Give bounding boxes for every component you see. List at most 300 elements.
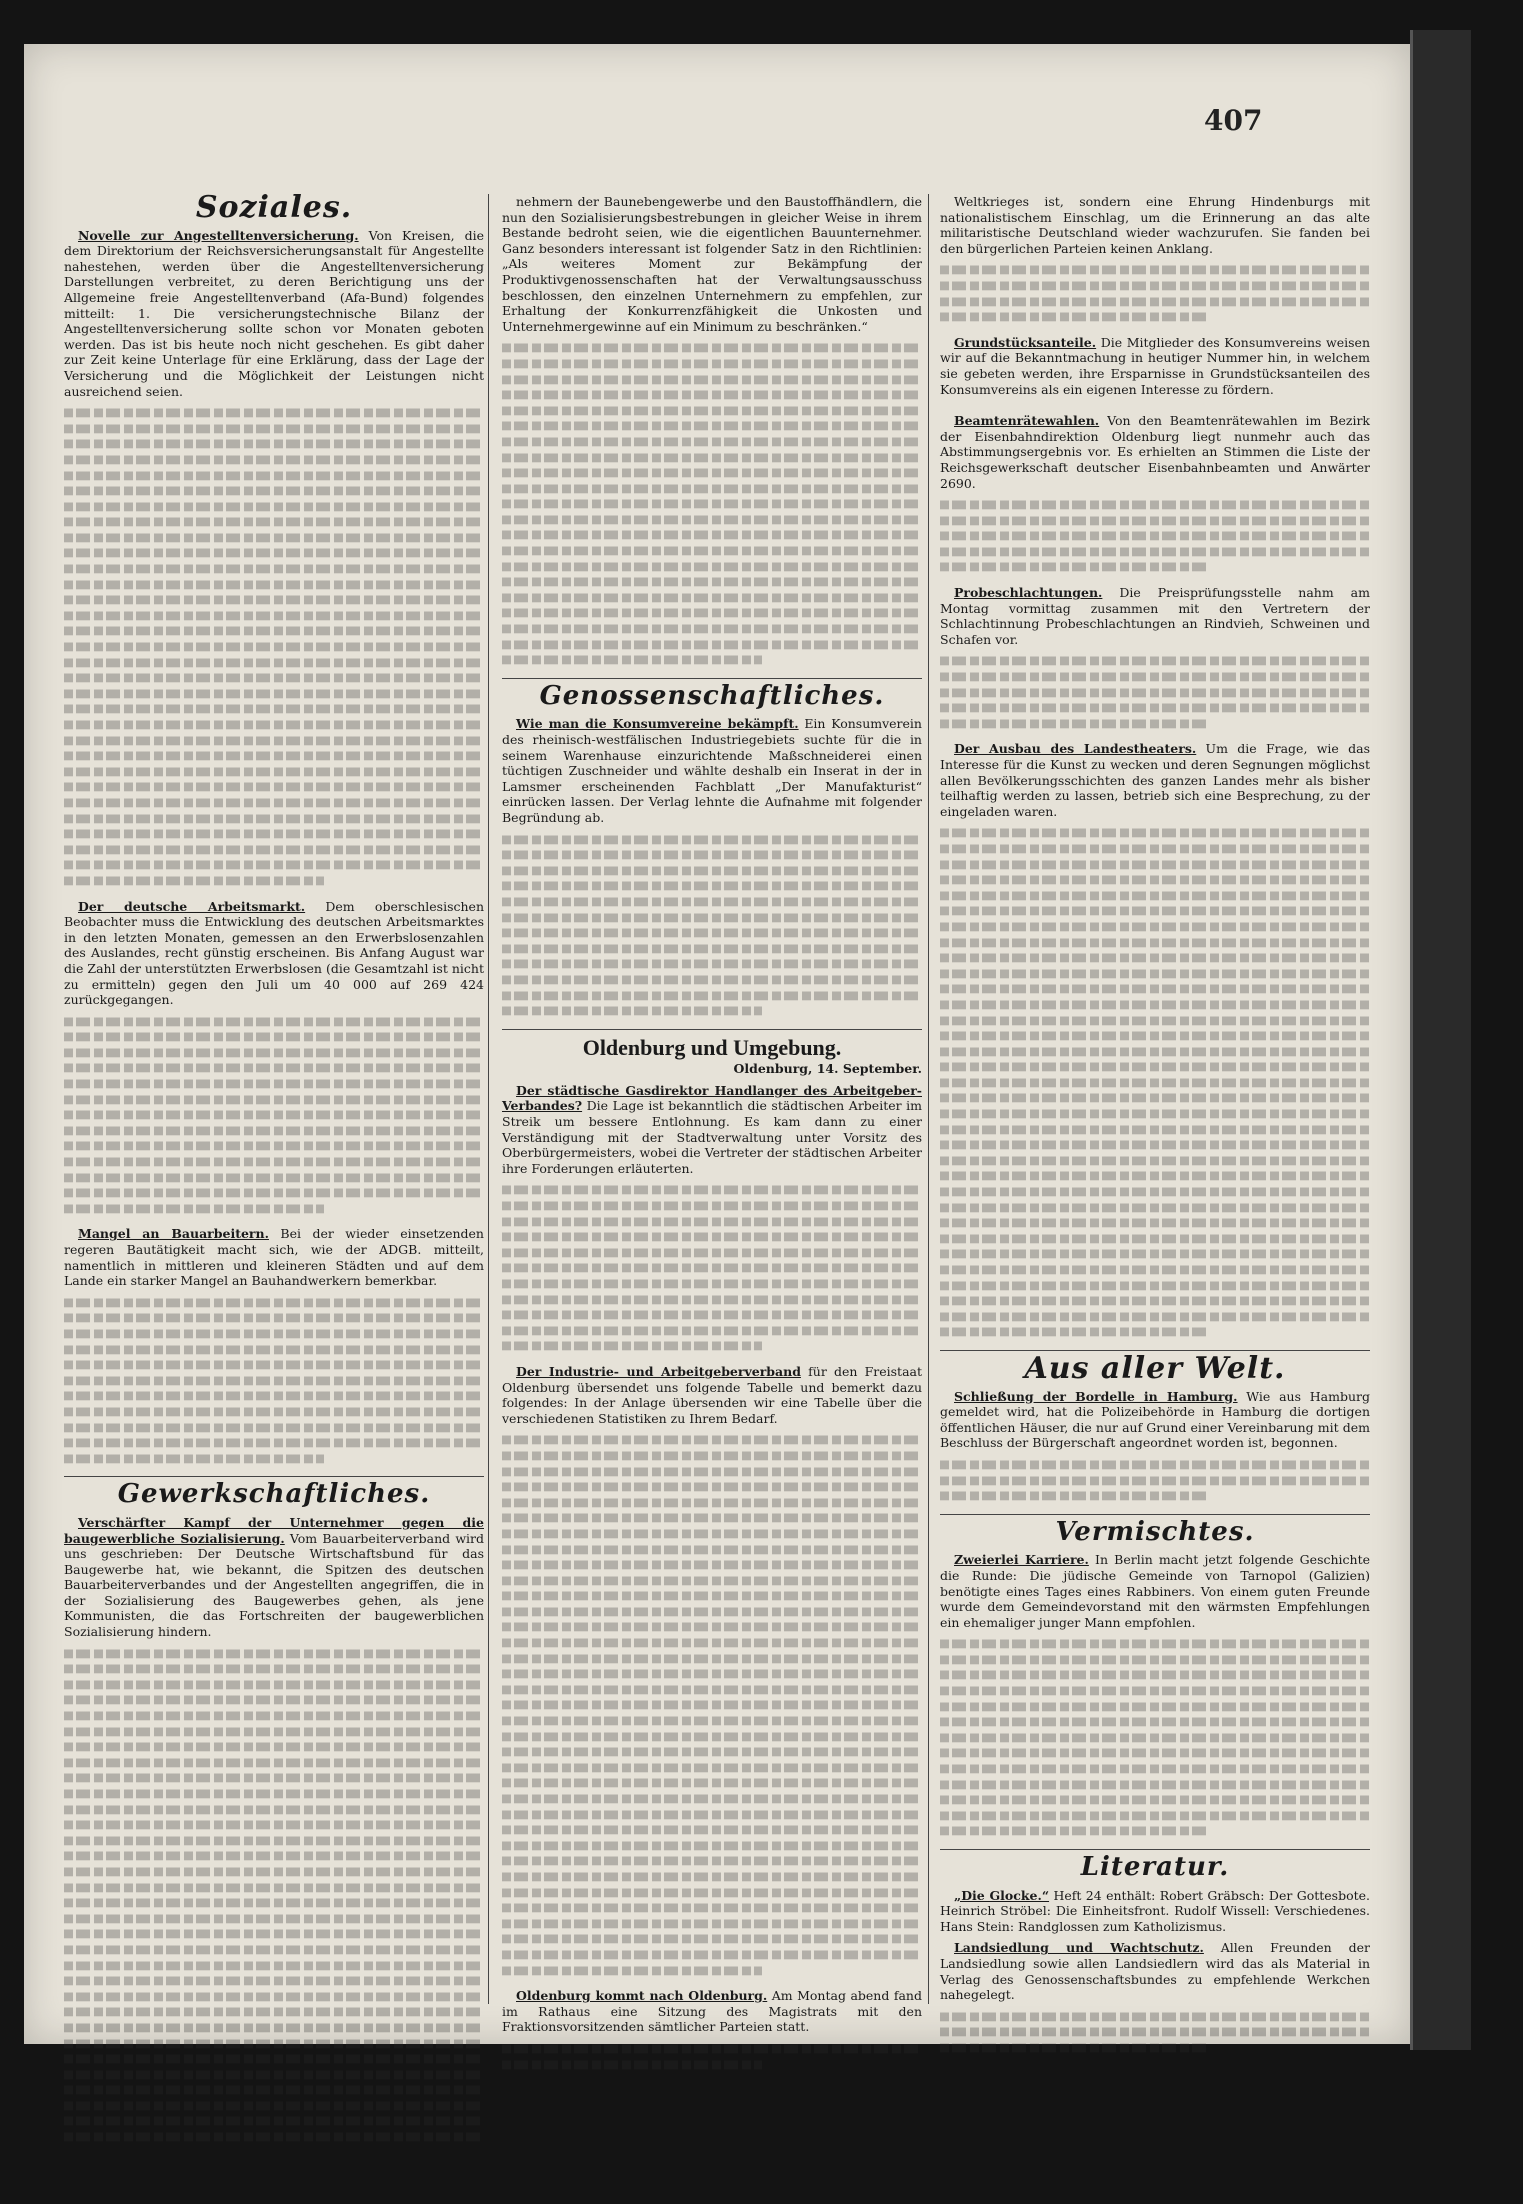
text-line bbox=[502, 851, 922, 860]
text-line bbox=[64, 627, 484, 636]
text-line bbox=[64, 1095, 484, 1104]
column-divider bbox=[928, 194, 929, 2004]
text-line bbox=[64, 409, 484, 418]
text-line bbox=[64, 845, 484, 854]
article-landsiedlung bbox=[940, 1940, 1370, 2002]
section-divider bbox=[502, 678, 922, 679]
text-line bbox=[64, 1790, 484, 1799]
text-line bbox=[940, 704, 1370, 713]
article-kicker: Zweierlei Karriere. bbox=[954, 1552, 1089, 1568]
text-line bbox=[64, 689, 484, 698]
newspaper-page bbox=[24, 44, 1410, 2044]
article-kicker: Beamtenrätewahlen. bbox=[954, 413, 1100, 429]
text-line bbox=[502, 929, 922, 938]
text-line bbox=[502, 1248, 922, 1257]
text-line bbox=[64, 565, 484, 574]
text-line bbox=[940, 1203, 1370, 1212]
text-line bbox=[502, 1935, 922, 1944]
article-konsumvereine bbox=[502, 716, 922, 825]
text-line bbox=[64, 1992, 484, 2001]
text-line bbox=[502, 944, 922, 953]
section-title-aus-aller-welt: Aus aller Welt. bbox=[1024, 1350, 1286, 1386]
text-line bbox=[940, 563, 1207, 572]
article-kicker: Wie man die Konsumvereine bekämpft. bbox=[516, 716, 799, 732]
text-line bbox=[940, 1780, 1370, 1789]
text-line bbox=[502, 1007, 762, 1016]
text-line bbox=[502, 1326, 922, 1335]
section-title-literatur: Literatur. bbox=[1080, 1852, 1230, 1882]
text-line bbox=[940, 891, 1370, 900]
text-line bbox=[940, 1110, 1370, 1119]
text-line bbox=[64, 861, 484, 870]
text-line bbox=[502, 2044, 922, 2053]
text-line bbox=[502, 453, 922, 462]
article-bordelle bbox=[940, 1389, 1370, 1451]
text-line bbox=[502, 1280, 922, 1289]
text-line bbox=[502, 640, 922, 649]
text-line bbox=[502, 1779, 922, 1788]
article-kicker: Grundstücksanteile. bbox=[954, 334, 1097, 350]
column-left bbox=[64, 190, 485, 2145]
text-line bbox=[64, 1774, 484, 1783]
text-line bbox=[502, 835, 922, 844]
article-kicker: Der Ausbau des Landestheaters. bbox=[954, 741, 1197, 757]
text-line bbox=[940, 1718, 1370, 1727]
text-line bbox=[64, 2039, 484, 2048]
article-kicker: Der deutsche Arbeitsmarkt. bbox=[78, 898, 306, 914]
article-bauarbeiter bbox=[64, 1226, 484, 1288]
page-number: 407 bbox=[1204, 104, 1263, 137]
text-line bbox=[64, 674, 484, 683]
article-kampf bbox=[64, 1515, 484, 1640]
text-line bbox=[502, 437, 922, 446]
text-line bbox=[502, 656, 762, 665]
article-body: Ein Konsumverein des rheinisch-westfälischen Industriegebiets suchte für die in seinem Warenhause einzurichtende Maßschneiderei einen tüchtigen Zuschneider und wählte deshalb ein Inserat in der in Lamsmer erscheinenden Fachblatt „Der Manufakturist“ einrücken lassen. Der Verlag lehnte die Aufnahme mit folgender Begründung ab. bbox=[502, 716, 922, 825]
text-line bbox=[502, 1561, 922, 1570]
text-line bbox=[502, 991, 922, 1000]
text-line bbox=[940, 1492, 1207, 1501]
article-body: nehmern der Baunebengewerbe und den Baustoffhändlern, die nun den Sozialisierungsbestrebungen in gleicher Weise in ihrem Bestande bedroht seien, wie die eigentlichen Bauunternehmer. Ganz besonders interessant ist folgender Satz in den Richtlinien: „Als weiteres Moment zur Bekämpfung der Produktivgenossenschaften hat der Verwaltungsausschuss beschlossen, den einzelnen Unternehmern zu empfehlen, zur Erhaltung der Konkurrenzfähigkeit die Unkosten und Unternehmergewinne auf ein Minimum zu beschränken.“ bbox=[502, 194, 922, 334]
text-line bbox=[64, 611, 484, 620]
text-line bbox=[64, 830, 484, 839]
text-line bbox=[502, 1888, 922, 1897]
text-line bbox=[940, 1125, 1370, 1134]
text-line bbox=[502, 1701, 922, 1710]
text-line bbox=[940, 907, 1370, 916]
article-body: für den Freistaat Oldenburg übersendet uns folgende Tabelle und bemerkt dazu folgendes: In der Anlage übersenden wir eine Tabelle über die verschiedenen Statistiken zu Ihrem Bedarf. bbox=[502, 1363, 923, 1426]
text-line bbox=[502, 1826, 922, 1835]
article-kicker: Verschärfter Kampf der Unternehmer gegen die baugewerbliche Sozialisierung. bbox=[64, 1514, 484, 1546]
text-line bbox=[64, 1080, 484, 1089]
text-line bbox=[502, 1295, 922, 1304]
text-line bbox=[940, 922, 1370, 931]
text-line bbox=[502, 547, 922, 556]
text-line bbox=[64, 1126, 484, 1135]
article-kicker: Schließung der Bordelle in Hamburg. bbox=[954, 1388, 1238, 1404]
text-line bbox=[940, 1266, 1370, 1275]
text-line bbox=[502, 578, 922, 587]
text-line bbox=[502, 1763, 922, 1772]
text-line bbox=[502, 406, 922, 415]
text-line bbox=[502, 1529, 922, 1538]
text-line bbox=[64, 1977, 484, 1986]
article-handlanger bbox=[502, 1083, 922, 1177]
text-line bbox=[940, 281, 1370, 290]
text-line bbox=[940, 1655, 1370, 1664]
text-line bbox=[502, 609, 922, 618]
article-arbeitgeberverband bbox=[502, 1364, 922, 1426]
article-glocke bbox=[940, 1888, 1370, 1935]
text-line bbox=[502, 1857, 922, 1866]
text-line bbox=[940, 829, 1370, 838]
text-line bbox=[64, 721, 484, 730]
text-line bbox=[64, 736, 484, 745]
text-line bbox=[64, 1361, 484, 1370]
text-line bbox=[64, 1392, 484, 1401]
article-body: Von Kreisen, die dem Direktorium der Reichsversicherungsanstalt für Angestellte nahestehen, werden über die Angestelltenversicherung Darstellungen verbreitet, zu deren Berichtigung uns der Allgemeine freie Angestelltenverband (Afa-Bund) folgendes mitteilt: 1. Die versicherungstechnische Bilanz der Angestelltenversicherung sollte schon vor Monaten geboten werden. Das ist bis heute noch nicht geschehen. Es gibt daher zur Zeit keine Unterlage für eine Erklärung, dass der Lage der Versicherung und die Möglichkeit der Leistungen nicht ausreichend seien. bbox=[64, 227, 484, 399]
text-line bbox=[940, 1000, 1370, 1009]
article-body: Vom Bauarbeiterverband wird uns geschrieben: Der Deutsche Wirtschaftsbund für das Baugewerbe hat, wie bekannt, die Spitzen des deutschen Bauarbeiterverbandes und der Angestellten angegriffen, die in der Sozialisierung des Baugewerbes gehen, als jene Kommunisten, die das Fortschreiten der baugewerblichen Sozialisierung hindern. bbox=[64, 1530, 484, 1640]
text-line bbox=[64, 1758, 484, 1767]
article-grundstuecksanteile bbox=[940, 335, 1370, 397]
text-line bbox=[940, 547, 1370, 556]
text-line bbox=[502, 1483, 922, 1492]
book-binding-edge bbox=[1410, 30, 1471, 2050]
text-line bbox=[502, 1748, 922, 1757]
text-line bbox=[940, 1460, 1370, 1469]
text-line bbox=[940, 1016, 1370, 1025]
article-body: Wie aus Hamburg gemeldet wird, hat die Polizeibehörde in Hamburg die dortigen öffentlichen Häuser, die nur auf Grund einer Vereinbarung mit dem Beschluss der Bürgerschaft angeordnet worden ist, begonnen. bbox=[940, 1388, 1370, 1451]
article-kicker: Der städtische Gasdirektor Handlanger des Arbeitgeber-Verbandes? bbox=[502, 1082, 922, 1114]
text-line bbox=[940, 1749, 1370, 1758]
text-line bbox=[502, 391, 922, 400]
text-line bbox=[502, 1685, 922, 1694]
section-title-soziales: Soziales. bbox=[195, 190, 353, 225]
section-divider bbox=[502, 1029, 922, 1030]
text-line bbox=[502, 1623, 922, 1632]
article-kicker: „Die Glocke.“ bbox=[954, 1887, 1050, 1903]
text-line bbox=[502, 1654, 922, 1663]
article-kicker: Der Industrie- und Arbeitgeberverband bbox=[516, 1363, 801, 1379]
text-line bbox=[940, 1032, 1370, 1041]
text-line bbox=[502, 882, 922, 891]
text-line bbox=[502, 1795, 922, 1804]
text-line bbox=[940, 297, 1370, 306]
section-divider bbox=[940, 1514, 1370, 1515]
text-line bbox=[502, 469, 922, 478]
text-line bbox=[940, 1141, 1370, 1150]
text-line bbox=[502, 1217, 922, 1226]
text-line bbox=[64, 2086, 484, 2095]
text-line bbox=[64, 1961, 484, 1970]
text-line bbox=[940, 1188, 1370, 1197]
text-line bbox=[940, 1671, 1370, 1680]
article-novelle bbox=[64, 228, 484, 400]
column-middle bbox=[502, 194, 922, 2072]
section-divider bbox=[940, 1849, 1370, 1850]
article-body: Die Preisprüfungsstelle nahm am Montag vormittag zusammen mit den Vertretern der Schlachtinnung Probeschlachtungen an Rindvieh, Schweinen und Schafen vor. bbox=[940, 585, 1370, 647]
text-line bbox=[502, 375, 922, 384]
text-line bbox=[64, 1945, 484, 1954]
text-line bbox=[502, 1545, 922, 1554]
text-line bbox=[502, 1311, 922, 1320]
text-line bbox=[64, 549, 484, 558]
text-line bbox=[940, 1063, 1370, 1072]
text-line bbox=[502, 1202, 922, 1211]
text-line bbox=[940, 532, 1370, 541]
article-body: Heft 24 enthält: Robert Gräbsch: Der Gottesbote. Heinrich Ströbel: Die Einheitsfront. Rudolf Wissell: Verschiedenes. Hans Stein: Randglossen zum Katholizismus. bbox=[940, 1887, 1370, 1934]
text-line bbox=[502, 1966, 762, 1975]
article-body: Weltkrieges ist, sondern eine Ehrung Hindenburgs mit nationalistischem Einschlag, um die Erinnerung an das alte militaristische Deutschland wieder wachzurufen. Sie fanden bei den bürgerlichen Parteien keinen Anklang. bbox=[940, 194, 1370, 256]
column-divider bbox=[488, 194, 489, 2004]
article-arbeitsmarkt bbox=[64, 899, 484, 1008]
text-line bbox=[64, 767, 484, 776]
text-line bbox=[502, 344, 922, 353]
article-body: Die Lage ist bekanntlich die städtischen Arbeiter im Streik um bessere Entlohnung. Es kam dann zu einer Verständigung mit der Stadtverwaltung unter Vorsitz des Oberbürgermeisters, wobei die Vertreter der städtischen Arbeiter ihre Forderungen erläuterten. bbox=[502, 1098, 922, 1176]
text-line bbox=[502, 1186, 922, 1195]
text-line bbox=[940, 1796, 1370, 1805]
text-line bbox=[502, 960, 922, 969]
text-line bbox=[502, 1342, 762, 1351]
text-line bbox=[940, 1094, 1370, 1103]
text-line bbox=[940, 938, 1370, 947]
text-line bbox=[502, 1264, 922, 1273]
text-line bbox=[64, 1142, 484, 1151]
text-line bbox=[64, 1743, 484, 1752]
text-line bbox=[502, 484, 922, 493]
text-line bbox=[64, 814, 484, 823]
text-line bbox=[64, 643, 484, 652]
text-line bbox=[64, 1696, 484, 1705]
text-line bbox=[64, 1454, 324, 1463]
article-kicker: Probeschlachtungen. bbox=[954, 585, 1103, 601]
text-line bbox=[64, 1329, 484, 1338]
article-kicker: Oldenburg kommt nach Oldenburg. bbox=[516, 1988, 768, 2004]
text-line bbox=[502, 1717, 922, 1726]
text-line bbox=[64, 2117, 484, 2126]
text-line bbox=[64, 2008, 484, 2017]
text-line bbox=[502, 1732, 922, 1741]
text-line bbox=[940, 688, 1370, 697]
text-line bbox=[64, 1680, 484, 1689]
text-line bbox=[64, 533, 484, 542]
text-line bbox=[64, 1439, 484, 1448]
text-line bbox=[64, 1345, 484, 1354]
text-line bbox=[940, 516, 1370, 525]
article-beamtenraetewahlen bbox=[940, 413, 1370, 491]
text-line bbox=[940, 313, 1207, 322]
text-line bbox=[940, 266, 1370, 275]
text-line bbox=[502, 500, 922, 509]
text-line bbox=[502, 422, 922, 431]
dateline: Oldenburg, 14. September. bbox=[733, 1061, 922, 1077]
text-line bbox=[64, 1727, 484, 1736]
text-line bbox=[502, 593, 922, 602]
text-line bbox=[502, 897, 922, 906]
text-line bbox=[502, 359, 922, 368]
text-line bbox=[940, 1687, 1370, 1696]
text-line bbox=[64, 1189, 484, 1198]
text-line bbox=[64, 1158, 484, 1167]
article-probeschlachtungen bbox=[940, 585, 1370, 647]
article-body: Die Mitglieder des Konsumvereins weisen wir auf die Bekanntmachung in heutiger Nummer hin, in welchem sie gebeten werden, ihre Ersparnisse in Grundstücksanteilen des Konsumvereins als ein eigenen Interesse zu fördern. bbox=[940, 334, 1370, 397]
text-line bbox=[64, 1017, 484, 1026]
text-line bbox=[64, 2133, 484, 2142]
text-line bbox=[940, 2028, 1370, 2037]
text-line bbox=[64, 752, 484, 761]
article-body: Dem oberschlesischen Beobachter muss die Entwicklung des deutschen Arbeitsmarktes in den letzten Monaten, gemessen an den Erwerbslosenzahlen des Auslandes, recht günstig erscheinen. Bis Anfang August war die Zahl der unterstützten Erwerbslosen (die Gesamtzahl ist nicht zu ermitteln) gegen den Juli um 40 000 auf 269 424 zurückgegangen. bbox=[64, 898, 485, 1008]
text-line bbox=[940, 1156, 1370, 1165]
text-line bbox=[940, 969, 1370, 978]
text-line bbox=[940, 1047, 1370, 1056]
text-line bbox=[64, 2023, 484, 2032]
article-body: Allen Freunden der Landsiedlung sowie allen Landsiedlern wird das als Material in Verlag des Genossenschaftsbundes zu empfehlende Werkchen nahegelegt. bbox=[940, 1940, 1370, 2003]
text-line bbox=[64, 2070, 484, 2079]
text-line bbox=[940, 860, 1370, 869]
text-line bbox=[502, 913, 922, 922]
text-line bbox=[940, 719, 1207, 728]
article-kicker: Mangel an Bauarbeitern. bbox=[78, 1226, 269, 1242]
text-line bbox=[940, 1765, 1370, 1774]
text-line bbox=[64, 1712, 484, 1721]
text-line bbox=[940, 1281, 1370, 1290]
text-line bbox=[64, 783, 484, 792]
text-line bbox=[64, 580, 484, 589]
text-line bbox=[502, 1872, 922, 1881]
text-line bbox=[502, 1467, 922, 1476]
section-title-vermischtes: Vermischtes. bbox=[1055, 1516, 1255, 1547]
text-line bbox=[502, 1592, 922, 1601]
article-body: In Berlin macht jetzt folgende Geschichte die Runde: Die jüdische Gemeinde von Tarnopol (Galizien) benötigte eines Tages eines Rabbiners. Von einem guten Freunde wurde dem Gemeindevorstand mit den wärmsten Empfehlungen ein ehemaliger junger Mann empfohlen. bbox=[940, 1552, 1371, 1630]
text-line bbox=[502, 1904, 922, 1913]
text-line bbox=[64, 705, 484, 714]
text-line bbox=[64, 1204, 324, 1213]
text-line bbox=[64, 1805, 484, 1814]
text-line bbox=[64, 455, 484, 464]
text-line bbox=[502, 1919, 922, 1928]
text-line bbox=[64, 2101, 484, 2110]
text-line bbox=[940, 1078, 1370, 1087]
text-line bbox=[64, 487, 484, 496]
text-line bbox=[64, 1899, 484, 1908]
text-line bbox=[940, 1733, 1370, 1742]
text-line bbox=[940, 1172, 1370, 1181]
text-line bbox=[64, 658, 484, 667]
text-line bbox=[502, 1950, 922, 1959]
text-line bbox=[502, 1576, 922, 1585]
text-line bbox=[64, 1064, 484, 1073]
text-line bbox=[64, 1930, 484, 1939]
text-line bbox=[502, 515, 922, 524]
article-landestheater bbox=[940, 741, 1370, 819]
text-line bbox=[940, 1702, 1370, 1711]
section-title-genossenschaftliches: Genossenschaftliches. bbox=[539, 680, 885, 711]
text-line bbox=[940, 1297, 1370, 1306]
text-line bbox=[940, 657, 1370, 666]
text-line bbox=[64, 798, 484, 807]
text-line bbox=[940, 844, 1370, 853]
text-line bbox=[64, 2055, 484, 2064]
section-title-oldenburg: Oldenburg und Umgebung. bbox=[582, 1034, 842, 1060]
text-line bbox=[940, 1640, 1370, 1649]
text-line bbox=[502, 1841, 922, 1850]
text-line bbox=[940, 673, 1370, 682]
text-line bbox=[64, 1407, 484, 1416]
article-kicker: Landsiedlung und Wachtschutz. bbox=[954, 1940, 1204, 1956]
text-line bbox=[64, 1821, 484, 1830]
text-line bbox=[64, 1048, 484, 1057]
text-line bbox=[940, 1250, 1370, 1259]
text-line bbox=[64, 424, 484, 433]
text-line bbox=[940, 876, 1370, 885]
text-line bbox=[64, 1867, 484, 1876]
text-line bbox=[502, 2060, 762, 2069]
text-line bbox=[502, 625, 922, 634]
text-line bbox=[940, 1476, 1370, 1485]
article-oldenburg-kommt bbox=[502, 1988, 922, 2035]
text-line bbox=[64, 1914, 484, 1923]
text-line bbox=[64, 440, 484, 449]
text-line bbox=[64, 1173, 484, 1182]
text-line bbox=[64, 1649, 484, 1658]
text-line bbox=[940, 954, 1370, 963]
text-line bbox=[940, 1219, 1370, 1228]
text-line bbox=[502, 1639, 922, 1648]
text-line bbox=[64, 1314, 484, 1323]
text-line bbox=[64, 596, 484, 605]
article-body: Bei der wieder einsetzenden regeren Bautätigkeit macht sich, wie der ADGB. mitteilt, namentlich in mittleren und kleineren Städten und auf dem Lande ein starker Mangel an Bauhandwerkern bemerkbar. bbox=[64, 1226, 484, 1289]
text-line bbox=[940, 1312, 1370, 1321]
column-right bbox=[940, 194, 1370, 2056]
text-line bbox=[502, 1233, 922, 1242]
article-continuation bbox=[502, 194, 922, 334]
text-line bbox=[940, 2043, 1207, 2052]
article-intro bbox=[940, 194, 1370, 256]
text-line bbox=[502, 975, 922, 984]
text-line bbox=[64, 1852, 484, 1861]
section-divider bbox=[64, 1476, 484, 1477]
text-line bbox=[64, 502, 484, 511]
text-line bbox=[64, 1836, 484, 1845]
text-line bbox=[502, 1670, 922, 1679]
article-body: Am Montag abend fand im Rathaus eine Sitzung des Magistrats mit den Fraktionsvorsitzenden sämtlicher Parteien statt. bbox=[502, 1988, 922, 2035]
article-body: Um die Frage, wie das Interesse für die Kunst zu wecken und deren Segnungen möglichst allen Bevölkerungsschichten des ganzen Landes mehr als bisher teilhaftig werden zu lassen, betrieb sich eine Besprechung, zu der eingeladen waren. bbox=[940, 741, 1370, 819]
text-line bbox=[940, 1234, 1370, 1243]
text-line bbox=[940, 985, 1370, 994]
article-kicker: Novelle zur Angestelltenversicherung. bbox=[78, 227, 359, 243]
text-line bbox=[940, 501, 1370, 510]
text-line bbox=[502, 1451, 922, 1460]
text-line bbox=[502, 1810, 922, 1819]
text-line bbox=[940, 1328, 1207, 1337]
text-line bbox=[64, 518, 484, 527]
text-line bbox=[502, 562, 922, 571]
text-line bbox=[64, 876, 324, 885]
text-line bbox=[64, 1033, 484, 1042]
article-body: Von den Beamtenrätewahlen im Bezirk der Eisenbahndirektion Oldenburg liegt nunmehr auch das Abstimmungsergebnis vor. Es erhielten an Stimmen die Liste der Reichsgewerkschaft deutscher Eisenbahnbeamten und Anwärter 2690. bbox=[940, 413, 1370, 491]
text-line bbox=[940, 1827, 1207, 1836]
text-line bbox=[940, 1811, 1370, 1820]
text-line bbox=[64, 1376, 484, 1385]
text-line bbox=[64, 1883, 484, 1892]
text-line bbox=[502, 866, 922, 875]
section-title-gewerkschaftliches: Gewerkschaftliches. bbox=[117, 1479, 431, 1510]
text-line bbox=[64, 1298, 484, 1307]
text-line bbox=[64, 1423, 484, 1432]
text-line bbox=[502, 1498, 922, 1507]
text-line bbox=[64, 1111, 484, 1120]
text-line bbox=[502, 1514, 922, 1523]
